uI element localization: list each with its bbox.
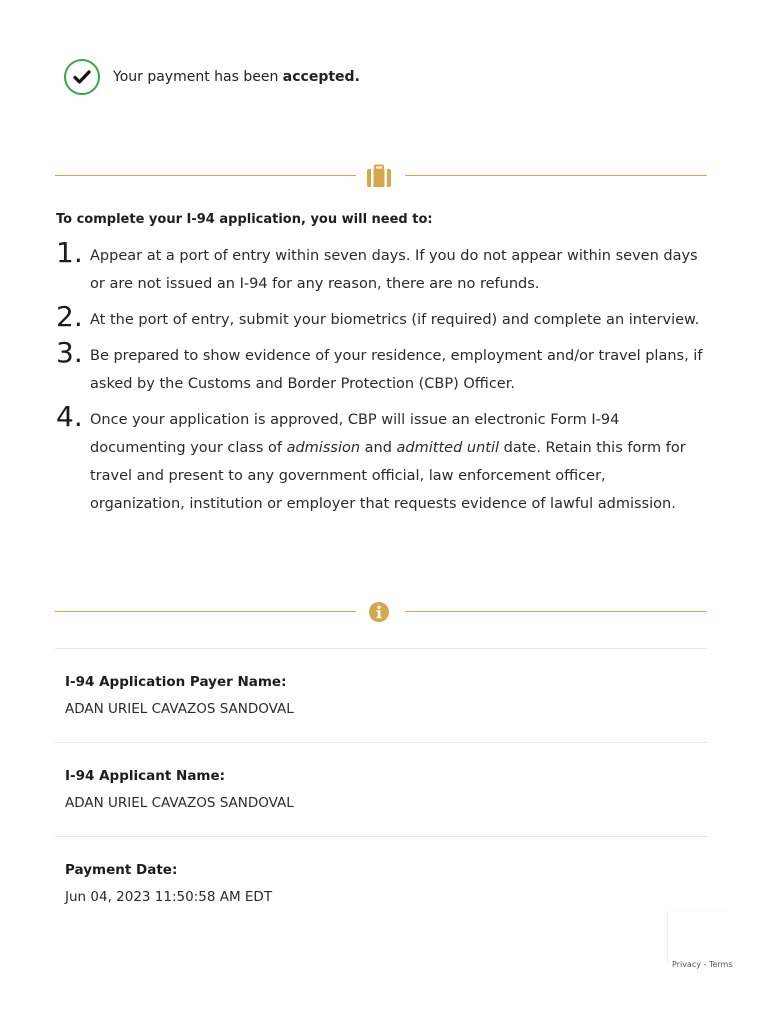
link-separator: - bbox=[700, 960, 709, 969]
divider-rule-left bbox=[55, 611, 356, 612]
step-text-part: and bbox=[360, 440, 397, 456]
recaptcha-badge-panel bbox=[667, 912, 728, 962]
divider-rule-right bbox=[405, 611, 707, 612]
step-text: Be prepared to show evidence of your residence, employment and/or travel plans, if asked by the Customs and Border Protection (CBP) Officer. bbox=[90, 348, 703, 392]
instruction-step bbox=[56, 402, 704, 518]
section-divider-info bbox=[55, 600, 707, 624]
recaptcha-badge bbox=[667, 912, 733, 974]
payer-name-label: I-94 Application Payer Name: bbox=[65, 674, 287, 690]
applicant-name-label: I-94 Applicant Name: bbox=[65, 768, 226, 784]
step-number: 3. bbox=[56, 336, 83, 369]
step-text-part: date. Retain this form for travel and present to any government official, law enforcement officer, organization, institution or employer that requests evidence of lawful admission. bbox=[90, 440, 686, 512]
payer-name-field bbox=[55, 648, 707, 742]
section-divider-briefcase bbox=[55, 164, 707, 188]
step-number: 4. bbox=[56, 400, 83, 433]
step-text bbox=[90, 406, 704, 518]
recaptcha-links bbox=[672, 960, 733, 969]
admitted-until-term: admitted until bbox=[396, 440, 500, 456]
divider-rule-right bbox=[405, 175, 707, 176]
payer-name-value: ADAN URIEL CAVAZOS SANDOVAL bbox=[65, 701, 294, 717]
instruction-step bbox=[56, 302, 704, 334]
payment-date-value: Jun 04, 2023 11:50:58 AM EDT bbox=[65, 889, 273, 905]
step-text: At the port of entry, submit your biometrics (if required) and complete an interview. bbox=[90, 312, 700, 328]
instruction-step bbox=[56, 338, 704, 398]
admission-term: admission bbox=[286, 440, 361, 456]
applicant-name-field bbox=[55, 742, 707, 836]
status-prefix: Your payment has been bbox=[113, 69, 283, 85]
step-number: 1. bbox=[56, 236, 83, 269]
payment-details bbox=[55, 648, 707, 930]
step-text-part: Once your application is approved, CBP will issue an electronic Form I-94 documenting your class of bbox=[90, 412, 620, 456]
status-emphasis: accepted. bbox=[282, 69, 360, 85]
instruction-step bbox=[56, 238, 704, 298]
briefcase-icon bbox=[366, 164, 392, 188]
instructions-list bbox=[56, 238, 704, 518]
payment-date-label: Payment Date: bbox=[65, 862, 178, 878]
applicant-name-value: ADAN URIEL CAVAZOS SANDOVAL bbox=[65, 795, 294, 811]
step-number: 2. bbox=[56, 300, 83, 333]
divider-rule-left bbox=[55, 175, 356, 176]
payment-date-field bbox=[55, 836, 707, 930]
terms-link[interactable]: Terms bbox=[708, 960, 733, 969]
instructions-intro: To complete your I-94 application, you will need to: bbox=[56, 212, 433, 227]
info-circle-icon bbox=[366, 600, 392, 624]
step-text: Appear at a port of entry within seven days. If you do not appear within seven days or are not issued an I-94 for any reason, there are no refunds. bbox=[90, 248, 698, 292]
privacy-link[interactable]: Privacy bbox=[672, 960, 701, 969]
check-circle-icon bbox=[64, 59, 100, 95]
payment-status bbox=[64, 58, 360, 96]
payment-status-text bbox=[113, 69, 360, 85]
